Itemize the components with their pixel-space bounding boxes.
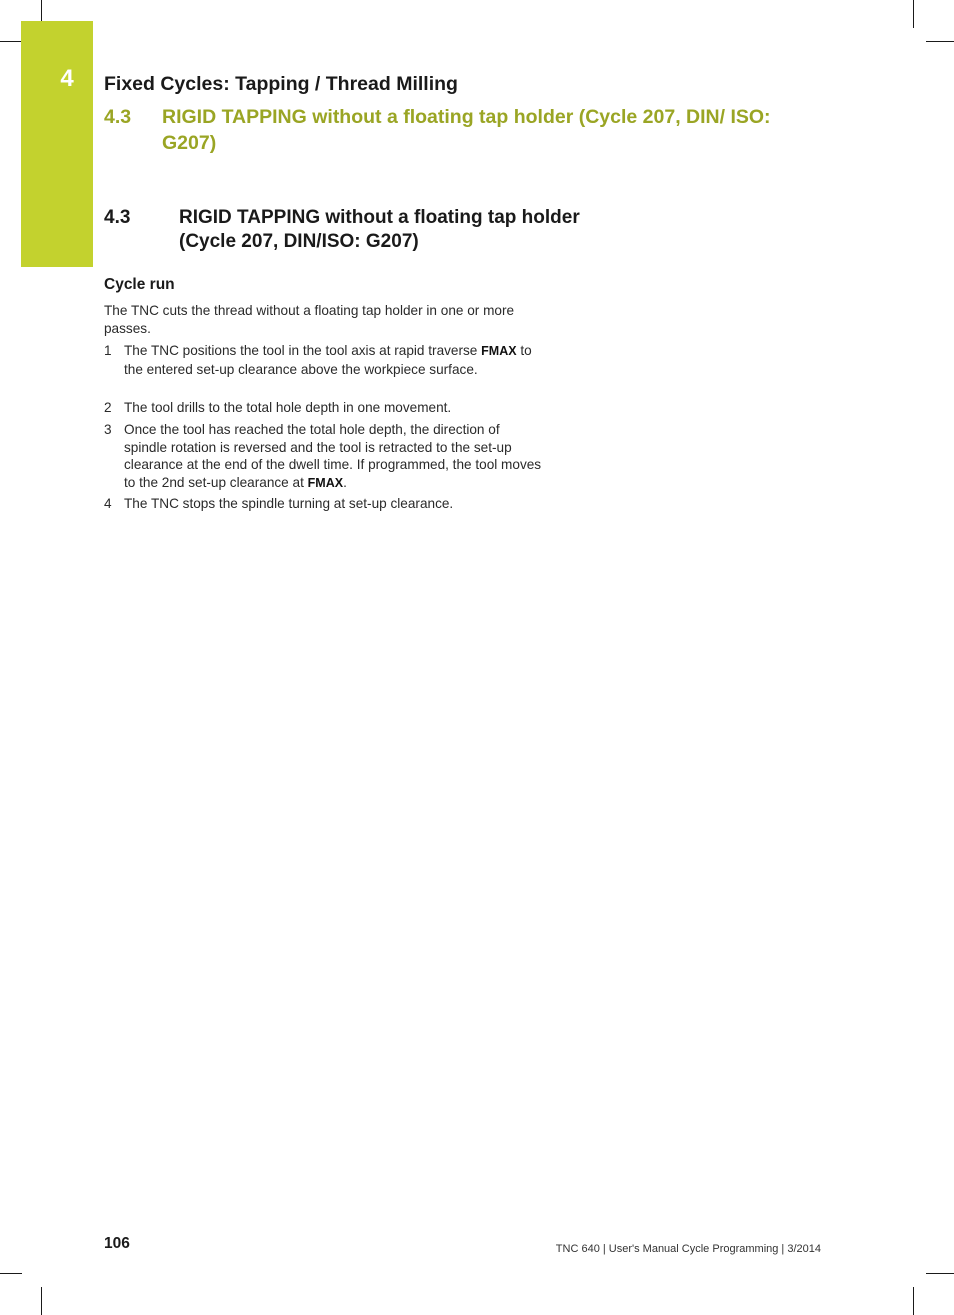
step-text-pre: The tool drills to the total hole depth in one movement. <box>124 400 452 415</box>
running-head-chapter-title: Fixed Cycles: Tapping / Thread Milling <box>104 73 458 95</box>
keyword-fmax: FMAX <box>481 344 517 358</box>
crop-mark <box>913 0 914 28</box>
step-number: 3 <box>104 422 112 437</box>
step-text <box>124 495 544 513</box>
step-text-pre: Once the tool has reached the total hole depth, the direction of spindle rotation is reversed and the tool is retracted to the set-up clearance at the end of the dwell time. If programmed, the tool moves to the 2nd set-up clearance at <box>124 422 542 490</box>
crop-mark <box>0 41 22 42</box>
chapter-tab <box>21 21 93 267</box>
step-text-post: . <box>343 474 347 490</box>
step-number: 2 <box>104 400 112 415</box>
step-item <box>104 421 544 492</box>
section-title: RIGID TAPPING without a floating tap holder (Cycle 207, DIN/ISO: G207) <box>179 207 580 252</box>
step-text-pre: The TNC positions the tool in the tool axis at rapid traverse <box>124 343 482 358</box>
step-text-post: to the entered set-up clearance above the workpiece surface. <box>124 343 532 377</box>
cycle-run-heading: Cycle run <box>104 276 175 293</box>
keyword-fmax: FMAX <box>307 475 344 490</box>
section-heading <box>104 206 584 254</box>
crop-mark <box>913 1287 914 1315</box>
running-head-section-title: RIGID TAPPING without a floating tap holder (Cycle 207, DIN/ ISO: G207) <box>162 106 771 154</box>
crop-mark <box>0 1273 22 1274</box>
running-head-section <box>104 104 804 156</box>
step-item <box>104 399 544 417</box>
step-text <box>124 342 544 378</box>
step-text <box>124 399 544 417</box>
step-text-pre: The TNC stops the spindle turning at set-up clearance. <box>124 496 454 511</box>
crop-mark <box>41 1287 42 1315</box>
crop-mark <box>926 1273 954 1274</box>
footer-text: TNC 640 | User's Manual Cycle Programming | 3/2014 <box>555 1243 821 1255</box>
crop-mark <box>926 41 954 42</box>
step-number: 4 <box>104 496 112 511</box>
cycle-run-intro: The TNC cuts the thread without a floating tap holder in one or more passes. <box>104 303 515 336</box>
page-number: 106 <box>104 1235 130 1252</box>
step-item <box>104 342 544 378</box>
step-text <box>124 421 544 492</box>
step-item <box>104 495 544 513</box>
running-head-section-number: 4.3 <box>104 106 132 128</box>
chapter-number: 4 <box>60 65 74 92</box>
section-number: 4.3 <box>104 207 131 228</box>
step-number: 1 <box>104 343 112 358</box>
